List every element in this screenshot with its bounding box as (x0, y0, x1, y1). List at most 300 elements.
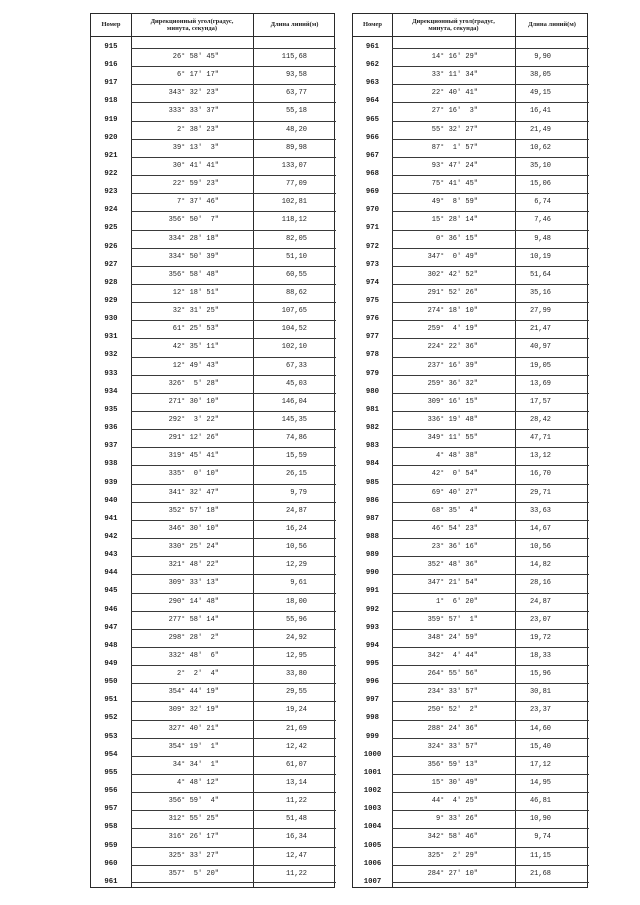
segment-row (392, 357, 589, 375)
line-length-cell: 48,20 (285, 125, 307, 134)
point-number: 942 (104, 532, 118, 541)
direction-angle-cell: 291° 12' 26" (168, 434, 219, 443)
point-number: 919 (104, 115, 118, 124)
segment-row (131, 556, 336, 574)
point-number: 979 (365, 369, 380, 378)
line-length-cell: 18,33 (529, 651, 551, 660)
header-divider (91, 36, 334, 37)
direction-angle-cell: 22° 40' 41" (431, 89, 478, 98)
point-number: 998 (365, 714, 380, 723)
line-length-cell: 21,49 (529, 125, 551, 134)
point-number: 986 (365, 496, 380, 505)
point-number: 931 (104, 333, 118, 342)
segment-row (131, 230, 336, 248)
direction-angle-cell: 347° 21' 54" (427, 579, 478, 588)
point-number: 962 (365, 61, 380, 70)
line-length-cell: 74,86 (285, 434, 307, 443)
point-number: 989 (365, 551, 380, 560)
line-length-cell: 24,87 (529, 597, 551, 606)
direction-angle-cell: 33° 11' 34" (431, 71, 478, 80)
direction-angle-cell: 259° 4' 19" (427, 325, 478, 334)
segment-row (131, 429, 336, 447)
line-length-cell: 46,81 (529, 797, 551, 806)
direction-angle-cell: 49° 8' 59" (431, 198, 478, 207)
segment-row (131, 411, 336, 429)
direction-angle-cell: 22° 59' 23" (172, 180, 219, 189)
direction-angle-cell: 334° 28' 18" (168, 234, 219, 243)
direction-angle-cell: 42° 35' 11" (172, 343, 219, 352)
direction-angle-cell: 237° 16' 39" (427, 361, 478, 370)
direction-angle-cell: 14° 16' 29" (431, 53, 478, 61)
point-number: 991 (365, 587, 380, 596)
segment-row (392, 302, 589, 320)
segment-row (131, 538, 336, 556)
line-length-cell: 107,65 (281, 307, 307, 316)
segment-row (392, 484, 589, 502)
line-length-cell: 33,63 (529, 506, 551, 515)
line-length-cell: 9,79 (290, 488, 307, 497)
line-length-cell: 14,95 (529, 779, 551, 787)
point-number: 960 (104, 859, 118, 868)
column-header-length (515, 14, 589, 36)
line-length-cell: 17,57 (529, 397, 551, 406)
line-length-cell: 6,74 (534, 198, 551, 207)
segment-row (392, 429, 589, 447)
line-length-cell: 9,61 (290, 579, 307, 588)
direction-angle-cell: 330° 25' 24" (168, 543, 219, 552)
direction-angle-cell: 349° 11' 55" (427, 434, 478, 443)
line-length-cell: 14,67 (529, 524, 551, 533)
point-number: 1004 (363, 823, 382, 832)
column-header-number (353, 14, 392, 36)
point-number: 948 (104, 641, 118, 650)
point-number: 929 (104, 297, 118, 306)
direction-angle-cell: 68° 35' 4" (431, 506, 478, 515)
header-length-label: Длина линий(м) (528, 21, 576, 29)
direction-angle-cell: 356° 59' 4" (168, 797, 219, 806)
direction-angle-cell: 26° 58' 45" (172, 53, 219, 61)
header-number-label: Номер (101, 21, 121, 29)
point-number: 944 (104, 569, 118, 578)
point-number: 922 (104, 169, 118, 178)
point-number: 970 (365, 206, 380, 215)
point-number: 976 (365, 315, 380, 324)
direction-angle-cell: 343° 32' 23" (168, 89, 219, 98)
line-length-cell: 145,35 (281, 416, 307, 424)
line-length-cell: 10,19 (529, 252, 551, 261)
header-angle-line2: минута, секунда) (428, 25, 479, 32)
direction-angle-cell: 46° 54' 23" (431, 524, 478, 533)
line-length-cell: 146,04 (281, 397, 307, 406)
segment-row (131, 520, 336, 538)
segment-row (392, 284, 589, 302)
line-length-cell: 88,62 (285, 288, 307, 297)
point-number: 949 (104, 660, 118, 669)
line-length-cell: 38,05 (529, 71, 551, 80)
point-number: 982 (365, 424, 380, 433)
point-number: 945 (104, 587, 118, 596)
direction-angle-cell: 309° 33' 13" (168, 579, 219, 588)
line-length-cell: 24,92 (285, 633, 307, 642)
line-length-cell: 17,12 (529, 760, 551, 769)
point-number: 925 (104, 224, 118, 233)
line-length-cell: 19,72 (529, 633, 551, 642)
line-length-cell: 12,95 (285, 651, 307, 660)
line-length-cell: 21,69 (285, 724, 307, 733)
segment-row (392, 756, 589, 774)
direction-angle-cell: 354° 44' 19" (168, 688, 219, 697)
direction-angle-cell: 352° 57' 18" (168, 506, 219, 515)
segment-row (392, 465, 589, 483)
point-number: 994 (365, 641, 380, 650)
line-length-cell: 11,22 (285, 797, 307, 806)
line-length-cell: 13,69 (529, 379, 551, 388)
header-length-label: Длина линий(м) (270, 21, 319, 29)
point-number: 918 (104, 97, 118, 106)
line-length-cell: 55,18 (285, 107, 307, 116)
segment-row (131, 66, 336, 84)
direction-angle-cell: 319° 45' 41" (168, 452, 219, 461)
direction-angle-cell: 354° 19' 1" (168, 742, 219, 751)
point-number: 981 (365, 405, 380, 414)
segment-row (131, 774, 336, 792)
point-number: 995 (365, 660, 380, 669)
point-number: 974 (365, 278, 380, 287)
line-length-cell: 15,06 (529, 180, 551, 189)
line-length-cell: 93,58 (285, 71, 307, 80)
direction-angle-cell: 290° 14' 48" (168, 597, 219, 606)
point-number: 961 (104, 877, 118, 886)
segment-row (131, 175, 336, 193)
segment-row (131, 193, 336, 211)
header-number-label: Номер (362, 21, 383, 29)
segment-row (392, 48, 589, 66)
point-number: 953 (104, 732, 118, 741)
direction-angle-cell: 291° 52' 26" (427, 288, 478, 297)
segment-row (392, 556, 589, 574)
line-length-cell: 35,16 (529, 288, 551, 297)
segment-row (392, 375, 589, 393)
direction-angle-cell: 234° 33' 57" (427, 688, 478, 697)
direction-angle-cell: 347° 0' 49" (427, 252, 478, 261)
direction-angle-cell: 271° 30' 10" (168, 397, 219, 406)
direction-angle-cell: 326° 5' 28" (168, 379, 219, 388)
segment-row (392, 792, 589, 810)
segment-row (392, 139, 589, 157)
segment-row (131, 847, 336, 865)
point-number: 968 (365, 169, 380, 178)
point-number: 946 (104, 605, 118, 614)
line-length-cell: 29,71 (529, 488, 551, 497)
point-number: 971 (365, 224, 380, 233)
line-length-cell: 30,81 (529, 688, 551, 697)
segment-row (392, 701, 589, 719)
segment-row (131, 647, 336, 665)
header-divider (353, 36, 587, 37)
point-number: 935 (104, 405, 118, 414)
point-number: 938 (104, 460, 118, 469)
direction-angle-cell: 4° 48' 12" (176, 779, 219, 787)
line-length-cell: 19,05 (529, 361, 551, 370)
direction-angle-cell: 356° 50' 7" (168, 216, 219, 225)
segment-row (392, 121, 589, 139)
direction-angle-cell: 264° 55' 56" (427, 670, 478, 679)
segment-row (131, 338, 336, 356)
segment-row (131, 157, 336, 175)
line-length-cell: 16,70 (529, 470, 551, 479)
point-number: 921 (104, 151, 118, 160)
line-length-cell: 51,64 (529, 270, 551, 279)
point-number: 992 (365, 605, 380, 614)
segment-row (131, 629, 336, 647)
line-length-cell: 102,81 (281, 198, 307, 207)
direction-angle-cell: 55° 32' 27" (431, 125, 478, 134)
segment-row (392, 629, 589, 647)
direction-angle-cell: 292° 3' 22" (168, 416, 219, 424)
line-length-cell: 10,62 (529, 143, 551, 152)
segment-row (131, 738, 336, 756)
header-angle-line2: минута, секунда) (166, 25, 218, 32)
segment-row (131, 611, 336, 629)
point-number: 943 (104, 551, 118, 560)
segment-row (392, 774, 589, 792)
segment-row (131, 828, 336, 846)
line-length-cell: 47,71 (529, 434, 551, 443)
line-length-cell: 63,77 (285, 89, 307, 98)
segment-row (131, 447, 336, 465)
direction-angle-cell: 335° 0' 10" (168, 470, 219, 479)
line-length-cell: 115,68 (281, 53, 307, 61)
direction-angle-cell: 12° 18' 51" (172, 288, 219, 297)
direction-angle-cell: 342° 4' 44" (427, 651, 478, 660)
segment-row (392, 538, 589, 556)
direction-angle-cell: 0° 36' 15" (435, 234, 478, 243)
point-number: 951 (104, 696, 118, 705)
direction-angle-cell: 325° 2' 29" (427, 851, 478, 860)
direction-angle-cell: 27° 16' 3" (431, 107, 478, 116)
point-number: 934 (104, 387, 118, 396)
segment-row (392, 266, 589, 284)
segment-row (131, 683, 336, 701)
segment-row (392, 411, 589, 429)
line-length-cell: 14,82 (529, 561, 551, 570)
direction-angle-cell: 346° 30' 10" (168, 524, 219, 533)
line-length-cell: 16,34 (285, 833, 307, 842)
line-length-cell: 60,55 (285, 270, 307, 279)
direction-angle-cell: 39° 13' 3" (172, 143, 219, 152)
point-number: 990 (365, 569, 380, 578)
direction-angle-cell: 7° 37' 46" (176, 198, 219, 207)
line-length-cell: 9,74 (534, 833, 551, 842)
direction-angle-cell: 87° 1' 57" (431, 143, 478, 152)
point-number: 983 (365, 442, 380, 451)
line-length-cell: 16,24 (285, 524, 307, 533)
point-number: 1005 (363, 841, 382, 850)
point-number: 972 (365, 242, 380, 251)
line-length-cell: 133,07 (281, 161, 307, 170)
direction-angle-cell: 309° 16' 15" (427, 397, 478, 406)
segment-row (131, 701, 336, 719)
direction-angle-cell: 44° 4' 25" (431, 797, 478, 806)
segment-row (131, 102, 336, 120)
point-number: 963 (365, 79, 380, 88)
point-number: 940 (104, 496, 118, 505)
point-number: 967 (365, 151, 380, 160)
direction-angle-cell: 277° 58' 14" (168, 615, 219, 624)
line-length-cell: 18,00 (285, 597, 307, 606)
direction-angle-cell: 69° 40' 27" (431, 488, 478, 497)
segment-row (392, 66, 589, 84)
direction-angle-cell: 336° 19' 48" (427, 416, 478, 424)
direction-angle-cell: 250° 52' 2" (427, 706, 478, 715)
segment-row (392, 102, 589, 120)
point-number: 1002 (363, 787, 382, 796)
line-length-cell: 45,03 (285, 379, 307, 388)
point-number: 1003 (363, 805, 382, 814)
segment-row (131, 48, 336, 66)
line-length-cell: 61,07 (285, 760, 307, 769)
point-number: 985 (365, 478, 380, 487)
point-number: 916 (104, 61, 118, 70)
line-length-cell: 26,15 (285, 470, 307, 479)
point-number: 965 (365, 115, 380, 124)
direction-angle-cell: 324° 33' 57" (427, 742, 478, 751)
line-length-cell: 15,59 (285, 452, 307, 461)
direction-angle-cell: 274° 18' 10" (427, 307, 478, 316)
segment-row (392, 720, 589, 738)
direction-angle-cell: 341° 32' 47" (168, 488, 219, 497)
point-number: 955 (104, 768, 118, 777)
point-number: 959 (104, 841, 118, 850)
line-length-cell: 21,68 (529, 869, 551, 878)
segment-row (392, 84, 589, 102)
line-length-cell: 33,80 (285, 670, 307, 679)
line-length-cell: 14,60 (529, 724, 551, 733)
direction-angle-cell: 9° 33' 26" (435, 815, 478, 824)
column-header-length (253, 14, 336, 36)
segment-row (392, 393, 589, 411)
segment-row (131, 756, 336, 774)
segment-row (392, 157, 589, 175)
segment-row (131, 139, 336, 157)
line-length-cell: 35,10 (529, 161, 551, 170)
direction-angle-cell: 2° 2' 4" (176, 670, 219, 679)
segment-row (392, 447, 589, 465)
segment-row (392, 248, 589, 266)
point-number: 928 (104, 278, 118, 287)
line-length-cell: 12,47 (285, 851, 307, 860)
segment-row (392, 502, 589, 520)
direction-angle-cell: 312° 55' 25" (168, 815, 219, 824)
point-number: 993 (365, 623, 380, 632)
direction-angle-cell: 348° 24' 59" (427, 633, 478, 642)
direction-angle-cell: 321° 48' 22" (168, 561, 219, 570)
segment-row (131, 593, 336, 611)
direction-angle-cell: 309° 32' 19" (168, 706, 219, 715)
point-number: 977 (365, 333, 380, 342)
direction-angle-cell: 288° 24' 36" (427, 724, 478, 733)
point-number: 952 (104, 714, 118, 723)
point-number: 957 (104, 805, 118, 814)
direction-angle-cell: 325° 33' 27" (168, 851, 219, 860)
segment-row (392, 320, 589, 338)
direction-angle-cell: 356° 59' 13" (427, 760, 478, 769)
segment-row (392, 683, 589, 701)
direction-angle-cell: 334° 50' 39" (168, 252, 219, 261)
segment-row (131, 248, 336, 266)
segment-row (131, 665, 336, 683)
line-length-cell: 27,99 (529, 307, 551, 316)
point-number: 984 (365, 460, 380, 469)
direction-angle-cell: 15° 28' 14" (431, 216, 478, 225)
header-angle-line1: Дирекционный угол(градус, (150, 17, 234, 25)
point-number: 915 (104, 42, 118, 51)
line-length-cell: 23,37 (529, 706, 551, 715)
point-number: 924 (104, 206, 118, 215)
line-length-cell: 12,42 (285, 742, 307, 751)
direction-angle-cell: 327° 40' 21" (168, 724, 219, 733)
point-number: 975 (365, 297, 380, 306)
point-number: 939 (104, 478, 118, 487)
point-number: 964 (365, 97, 380, 106)
segment-row (392, 665, 589, 683)
direction-angle-cell: 298° 28' 2" (168, 633, 219, 642)
line-length-cell: 13,12 (529, 452, 551, 461)
direction-angle-cell: 284° 27' 10" (427, 869, 478, 878)
segment-row (392, 230, 589, 248)
line-length-cell: 51,10 (285, 252, 307, 261)
segment-row (392, 193, 589, 211)
direction-angle-cell: 6° 17' 17" (176, 71, 219, 80)
point-number: 956 (104, 787, 118, 796)
segment-row (131, 84, 336, 102)
line-length-cell: 10,90 (529, 815, 551, 824)
point-number: 980 (365, 387, 380, 396)
column-header-angle (392, 14, 515, 36)
survey-table-right (352, 13, 588, 888)
direction-angle-cell: 1° 6' 20" (435, 597, 478, 606)
segment-row (131, 121, 336, 139)
point-number: 936 (104, 424, 118, 433)
point-number: 969 (365, 188, 380, 197)
segment-row (392, 211, 589, 229)
line-length-cell: 28,42 (529, 416, 551, 424)
segment-row (392, 338, 589, 356)
line-length-cell: 10,56 (529, 543, 551, 552)
line-length-cell: 89,98 (285, 143, 307, 152)
line-length-cell: 9,90 (534, 53, 551, 61)
line-length-cell: 11,15 (529, 851, 551, 860)
segment-row (131, 865, 336, 883)
segment-row (131, 484, 336, 502)
direction-angle-cell: 357° 5' 20" (168, 869, 219, 878)
segment-row (392, 810, 589, 828)
segment-row (392, 738, 589, 756)
point-number: 973 (365, 260, 380, 269)
line-length-cell: 23,07 (529, 615, 551, 624)
line-length-cell: 15,96 (529, 670, 551, 679)
point-number: 961 (365, 42, 380, 51)
segment-row (131, 211, 336, 229)
column-header-angle (131, 14, 253, 36)
point-number: 941 (104, 514, 118, 523)
header-angle-line1: Дирекционный угол(градус, (412, 17, 495, 25)
line-length-cell: 49,15 (529, 89, 551, 98)
direction-angle-cell: 42° 0' 54" (431, 470, 478, 479)
direction-angle-cell: 15° 30' 49" (431, 779, 478, 787)
line-length-cell: 104,52 (281, 325, 307, 334)
point-number: 966 (365, 133, 380, 142)
